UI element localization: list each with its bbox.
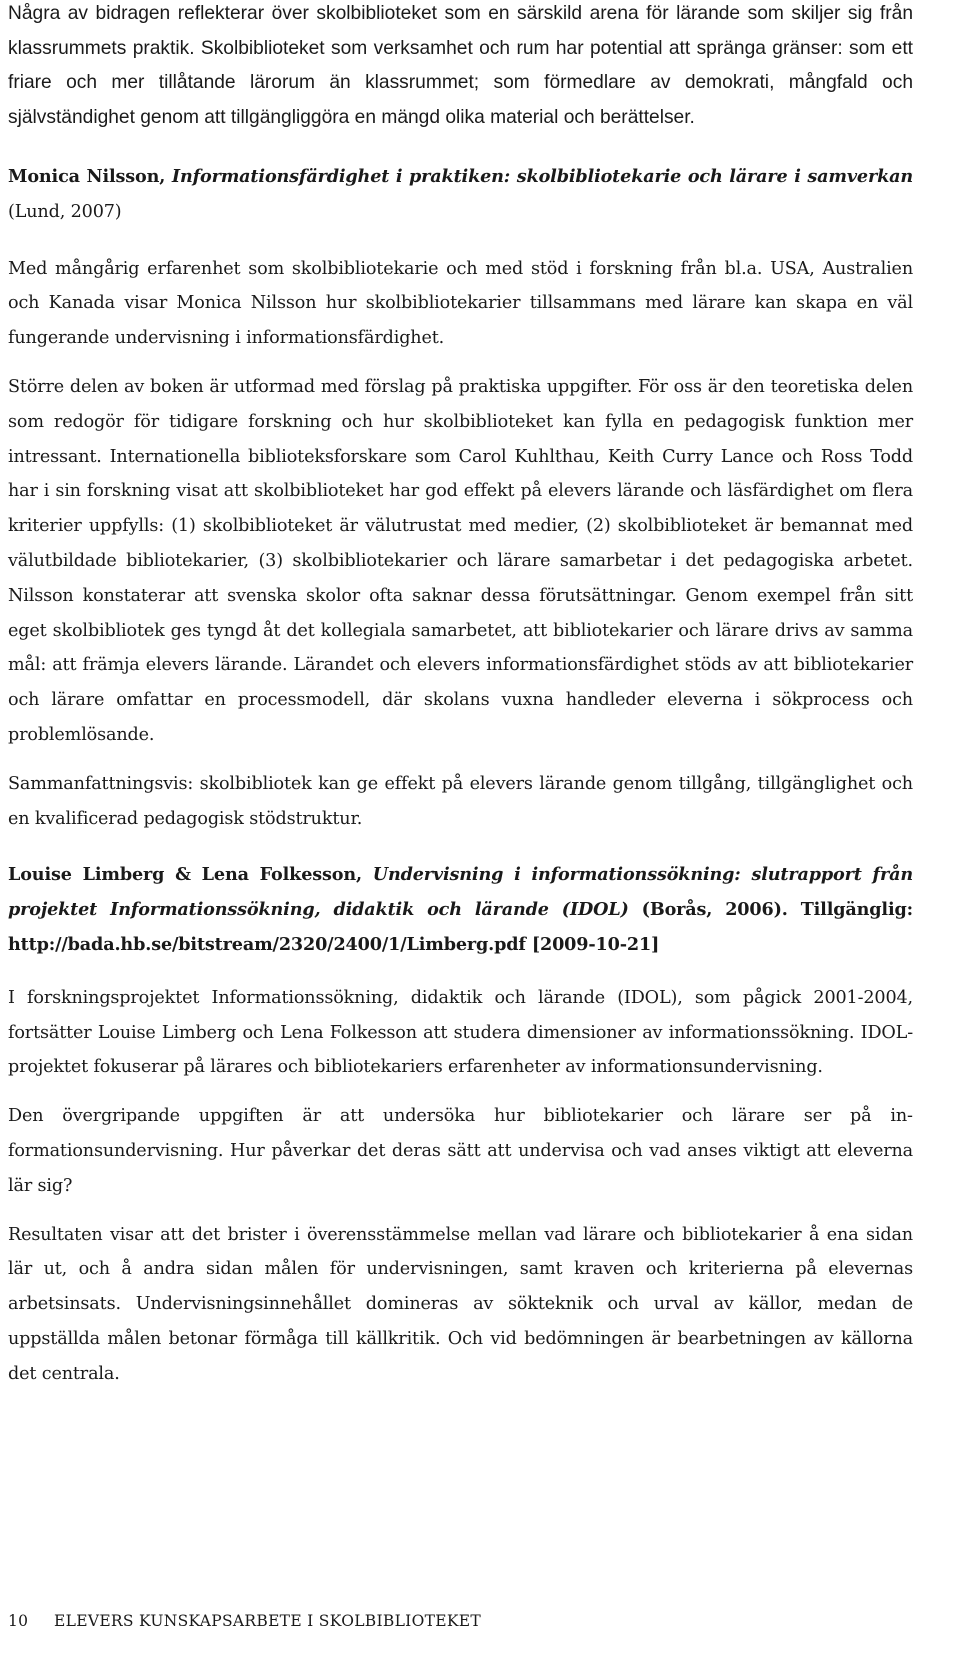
limberg-summary-paragraph-3: Resultaten visar att det brister i överensstämmelse mellan vad lärare och bibliotekarier å ena sidan lär ut, och å andra sidan målen för undervisningen, samt kraven och kriterierna på elevernas arbetsinsats. Undervisningsinnehållet domineras av sökteknik och urval av källor, medan de uppställda målen betonar förmåga till källkritik. Och vid bedömningen är bearbetningen av källorna det centrala. bbox=[8, 1224, 913, 1384]
running-title: ELEVERS KUNSKAPSARBETE I SKOLBIBLIOTEKET bbox=[54, 1612, 482, 1630]
intro-paragraph: Några av bidragen reflekterar över skolbiblioteket som en särskild arena för lärande som skiljer sig från klassrummets praktik. Skolbiblioteket som verksamhet och rum har potential att spränga gränser: som ett friare och mer tillåtande lärorum än klassrummet; som förmedlare av demokrati, mångfald och självständighet genom att tillgängliggöra en mängd olika material och berättelser. bbox=[8, 3, 913, 128]
limberg-summary-paragraph-1: I forskningsprojektet Informationssökning, didaktik och lärande (IDOL), som pågick 2001-2004, fortsätter Louise Limberg och Lena Folkesson att studera dimensioner av informationssökning. IDOL-projektet fokuserar på lärares och bibliotekariers erfarenheter av informationsundervisning. bbox=[8, 987, 913, 1078]
limberg-summary-paragraph-2: Den övergripande uppgiften är att undersöka hur bibliotekarier och lärare ser på informationsundervisning. Hur påverkar det deras sätt att undervisa och vad anses viktigt att eleverna lär sig? bbox=[8, 1106, 913, 1196]
nilsson-summary-paragraph-2: Större delen av boken är utformad med förslag på praktiska uppgifter. För oss är den teoretiska delen som redogör för tidigare forskning och hur skolbiblioteket kan fylla en pedagogisk funktion mer intressant. Internationella biblioteksforskare som Carol Kuhlthau, Keith Curry Lance och Ross Todd har i sin forskning visat att skolbiblioteket har god effekt på elevers lärande och läsfärdighet om flera kriterier uppfylls: (1) skolbiblioteket är välutrustat med medier, (2) skolbiblioteket är bemannat med välutbildade bibliotekarier, (3) skolbibliotekarier och lärare samarbetar i det pedagogiska arbetet. Nilsson konstaterar att svenska skolor ofta saknar dessa förutsättningar. Genom exempel från sitt eget skolbibliotek ges tyngd åt det kollegiala samarbetet, att bibliotekarier och lärare drivs av samma mål: att främja elevers lärande. Lärandet och elevers informationsfärdighet stöds av att bibliotekarier och lärare omfattar en processmodell, där skolans vuxna handleder eleverna i sökprocess och problemlösande. bbox=[8, 376, 913, 745]
nilsson-book-title: Informationsfärdighet i praktiken: skolbibliotekarie och lärare i samverkan bbox=[171, 166, 913, 187]
limberg-reference-heading bbox=[8, 858, 913, 962]
nilsson-summary-paragraph-3: Sammanfattningsvis: skolbibliotek kan ge effekt på elevers lärande genom tillgång, tillgänglighet och en kvalificerad pedagogisk stödstruktur. bbox=[8, 773, 913, 829]
nilsson-author: Monica Nilsson, bbox=[8, 166, 172, 187]
nilsson-summary-paragraph-1: Med mångårig erfarenhet som skolbibliotekarie och med stöd i forskning från bl.a. USA, Australien och Kanada visar Monica Nilsson hur skolbibliotekarier tillsammans med lärare kan skapa en väl fungerande undervisning i informationsfärdighet. bbox=[8, 258, 913, 349]
nilsson-publication: (Lund, 2007) bbox=[8, 201, 122, 222]
page-footer bbox=[8, 1612, 481, 1630]
document-page bbox=[8, 0, 913, 1392]
limberg-report-title: Undervisning i informationssökning: slutrapport från projektet Informationssökning, didaktik och lärande (IDOL) bbox=[8, 864, 913, 921]
limberg-authors: Louise Limberg & Lena Folkesson, bbox=[8, 864, 373, 886]
limberg-publication: (Borås, 2006). Tillgänglig: http://bada.hb.se/bitstream/2320/2400/1/Limberg.pdf [2009-10-21] bbox=[8, 899, 913, 955]
page-number: 10 bbox=[8, 1612, 29, 1630]
nilsson-reference-heading bbox=[8, 160, 913, 230]
